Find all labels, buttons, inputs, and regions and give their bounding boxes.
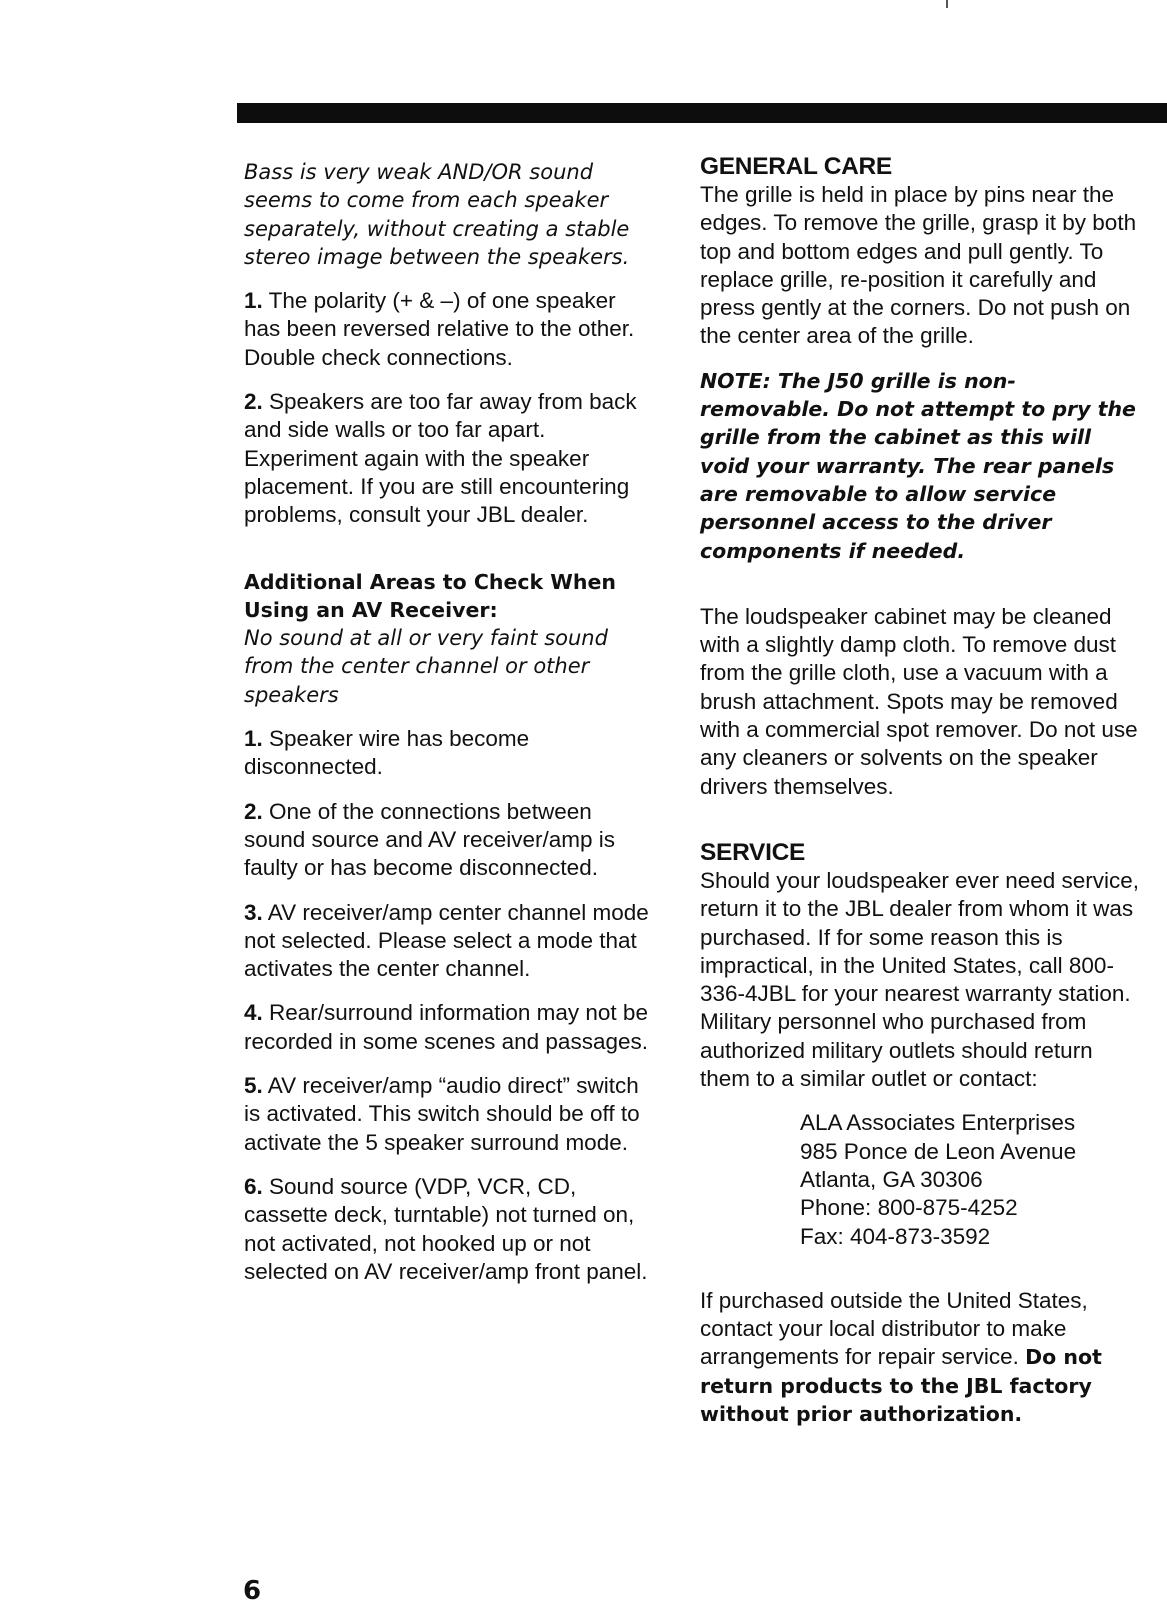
- list-item: 2. One of the connections between sound source and AV receiver/amp is faulty or has become disconnected.: [244, 798, 616, 881]
- general-care-heading: GENERAL CARE: [700, 153, 892, 180]
- list-item: 3. AV receiver/amp center channel mode not selected. Please select a mode that activates the center channel.: [244, 899, 649, 982]
- list-item: 2. Speakers are too far away from back and side walls or too far apart. Experiment again with the speaker placement. If you are still encountering problems, consult your JBL dealer.: [244, 389, 637, 528]
- service-text: Should your loudspeaker ever need service, return it to the JBL dealer from whom it was purchased. If for some reason this is impractical, in the United States, call 800-336-4JBL for your nearest warranty station. Military personnel who purchased from authorized military outlets should return them to a similar outlet or contact:: [700, 867, 1140, 1092]
- address-name: ALA Associates Enterprises: [800, 1110, 1076, 1136]
- address-street: 985 Ponce de Leon Avenue: [800, 1138, 1077, 1164]
- service-address: [800, 1109, 1140, 1250]
- list-item: 5. AV receiver/amp “audio direct” switch is activated. This switch should be off to activate the 5 speaker surround mode.: [244, 1073, 640, 1155]
- warranty-note: NOTE: The J50 grille is non-removable. Do not attempt to pry the grille from the cabinet as this will void your warranty. The rear panels are removable to allow service personnel access to the driver components if needed.: [700, 368, 1136, 563]
- additional-areas-heading: Additional Areas to Check When Using an AV Receiver:: [244, 569, 616, 622]
- return-warning: Do not return products to the JBL factory without prior authorization.: [700, 1345, 1102, 1426]
- symptom-bass: Bass is very weak AND/OR sound seems to come from each speaker separately, without creating a stable stereo image between the speakers.: [244, 160, 630, 269]
- service-heading: SERVICE: [700, 838, 806, 866]
- address-fax: Fax: 404-873-3592: [800, 1223, 991, 1249]
- list-item: 1. The polarity (+ & –) of one speaker has been reversed relative to the other. Double check connections.: [244, 288, 635, 370]
- list-item: 1. Speaker wire has become disconnected.: [244, 726, 530, 780]
- page-number: 6: [243, 1576, 262, 1606]
- list-item: 4. Rear/surround information may not be recorded in some scenes and passages.: [244, 1000, 648, 1054]
- header-rule: [237, 103, 1167, 123]
- scan-mark: [946, 0, 948, 8]
- list-item: 6. Sound source (VDP, VCR, CD, cassette deck, turntable) not turned on, not activated, not hooked up or not selected on AV receiver/amp front panel.: [244, 1173, 648, 1284]
- cleaning-text: The loudspeaker cabinet may be cleaned with a slightly damp cloth. To remove dust from the grille cloth, use a vacuum with a brush attachment. Spots may be removed with a commercial spot remover. Do not use any cleaners or solvents on the speaker drivers themselves.: [700, 603, 1138, 799]
- general-care-text: The grille is held in place by pins near the edges. To remove the grille, grasp it by both top and bottom edges and pull gently. To replace grille, re-position it carefully and press gently at the corners. Do not push on the center area of the grille.: [700, 182, 1137, 349]
- address-phone: Phone: 800-875-4252: [800, 1195, 1018, 1221]
- outside-us-text: If purchased outside the United States, contact your local distributor to make arrangements for repair service. Do not return products to the JBL factory without prior authorization.: [700, 1287, 1102, 1426]
- right-column: [700, 153, 1140, 1428]
- left-column: [244, 158, 654, 1302]
- address-city: Atlanta, GA 30306: [800, 1166, 983, 1192]
- symptom-no-sound: No sound at all or very faint sound from the center channel or other speakers: [244, 626, 608, 707]
